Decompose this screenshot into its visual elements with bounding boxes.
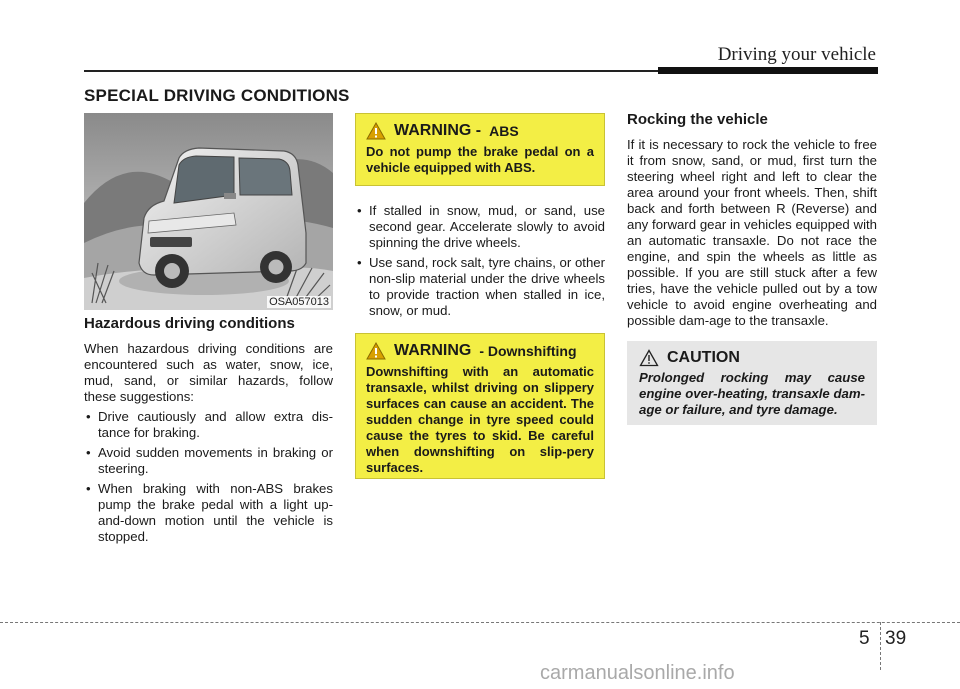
warning-subject: ABS bbox=[489, 123, 519, 139]
header-title: Driving your vehicle bbox=[717, 44, 876, 65]
chapter-number: 5 bbox=[859, 628, 870, 649]
list-item: • Drive cautiously and allow extra dis-tance for braking. bbox=[84, 409, 333, 441]
warning-word: WARNING - bbox=[394, 122, 482, 139]
caution-word: CAUTION bbox=[667, 349, 740, 366]
warning-triangle-icon bbox=[366, 342, 386, 360]
header-bar bbox=[658, 67, 878, 74]
warning-abs-text: Do not pump the brake pedal on a vehicle equipped with ABS. bbox=[366, 144, 594, 175]
warning-downshift-text: Downshifting with an automatic transaxle, whilst driving on slippery surfaces can cause an accident. The sudden change in tyre speed could cause the tyres to skid. Be careful when downshifting on slip-pery surfaces. bbox=[366, 364, 594, 475]
warning-abs-box bbox=[355, 113, 605, 186]
page-number: 39 bbox=[885, 628, 907, 649]
list-item: • Avoid sudden movements in braking or steering. bbox=[84, 445, 333, 477]
car-illustration bbox=[84, 113, 333, 310]
car-drawing bbox=[84, 113, 333, 310]
warning-downshift-box bbox=[355, 333, 605, 479]
warning-word: WARNING bbox=[394, 342, 472, 359]
heading-hazardous: Hazardous driving conditions bbox=[84, 315, 295, 332]
column-3 bbox=[627, 112, 877, 329]
caution-box bbox=[627, 341, 877, 425]
image-code: OSA057013 bbox=[269, 296, 329, 308]
section-title: SPECIAL DRIVING CONDITIONS bbox=[84, 86, 350, 105]
heading-rocking: Rocking the vehicle bbox=[627, 111, 768, 128]
rocking-paragraph: If it is necessary to rock the vehicle to free it from snow, sand, or mud, first turn the steering wheel right and left to clear the area around your front wheels. Then, shift back and forth between R (Reverse) and any forward gear in vehicles equipped with an automatic transaxle. Do not race the engine, and spin the wheels as little as possible. If you are still stuck after a few tries, have the vehicle pulled out by a tow vehicle to avoid engine overheating and possible dam-age to the transaxle. bbox=[627, 137, 877, 328]
caution-triangle-icon bbox=[639, 349, 659, 367]
warning-subject: - Downshifting bbox=[479, 343, 577, 359]
list-item: • If stalled in snow, mud, or sand, use second gear. Accelerate slowly to avoid spinning the drive wheels. bbox=[355, 203, 605, 251]
header-rule bbox=[84, 70, 658, 72]
column-2 bbox=[355, 203, 605, 323]
column-1 bbox=[84, 316, 333, 549]
footer-divider bbox=[880, 622, 881, 670]
intro-paragraph: When hazardous driving conditions are encountered such as water, snow, ice, mud, sand, or similar hazards, follow these suggestions: bbox=[84, 341, 333, 404]
caution-header bbox=[639, 349, 865, 367]
watermark: carmanualsonline.info bbox=[540, 662, 735, 684]
warning-abs-header bbox=[366, 122, 594, 140]
warning-triangle-icon bbox=[366, 122, 386, 140]
hazard-list bbox=[84, 409, 333, 545]
warning-downshift-header bbox=[366, 342, 594, 360]
caution-text: Prolonged rocking may cause engine over-heating, transaxle dam-age or failure, and tyre damage. bbox=[639, 370, 865, 417]
list-item: • Use sand, rock salt, tyre chains, or other non-slip material under the drive wheels to provide traction when stalled in ice, snow, or mud. bbox=[355, 255, 605, 319]
footer-rule bbox=[0, 622, 960, 623]
list-item: • When braking with non-ABS brakes pump the brake pedal with a light up-and-down motion until the vehicle is stopped. bbox=[84, 481, 333, 545]
stalled-list bbox=[355, 203, 605, 319]
